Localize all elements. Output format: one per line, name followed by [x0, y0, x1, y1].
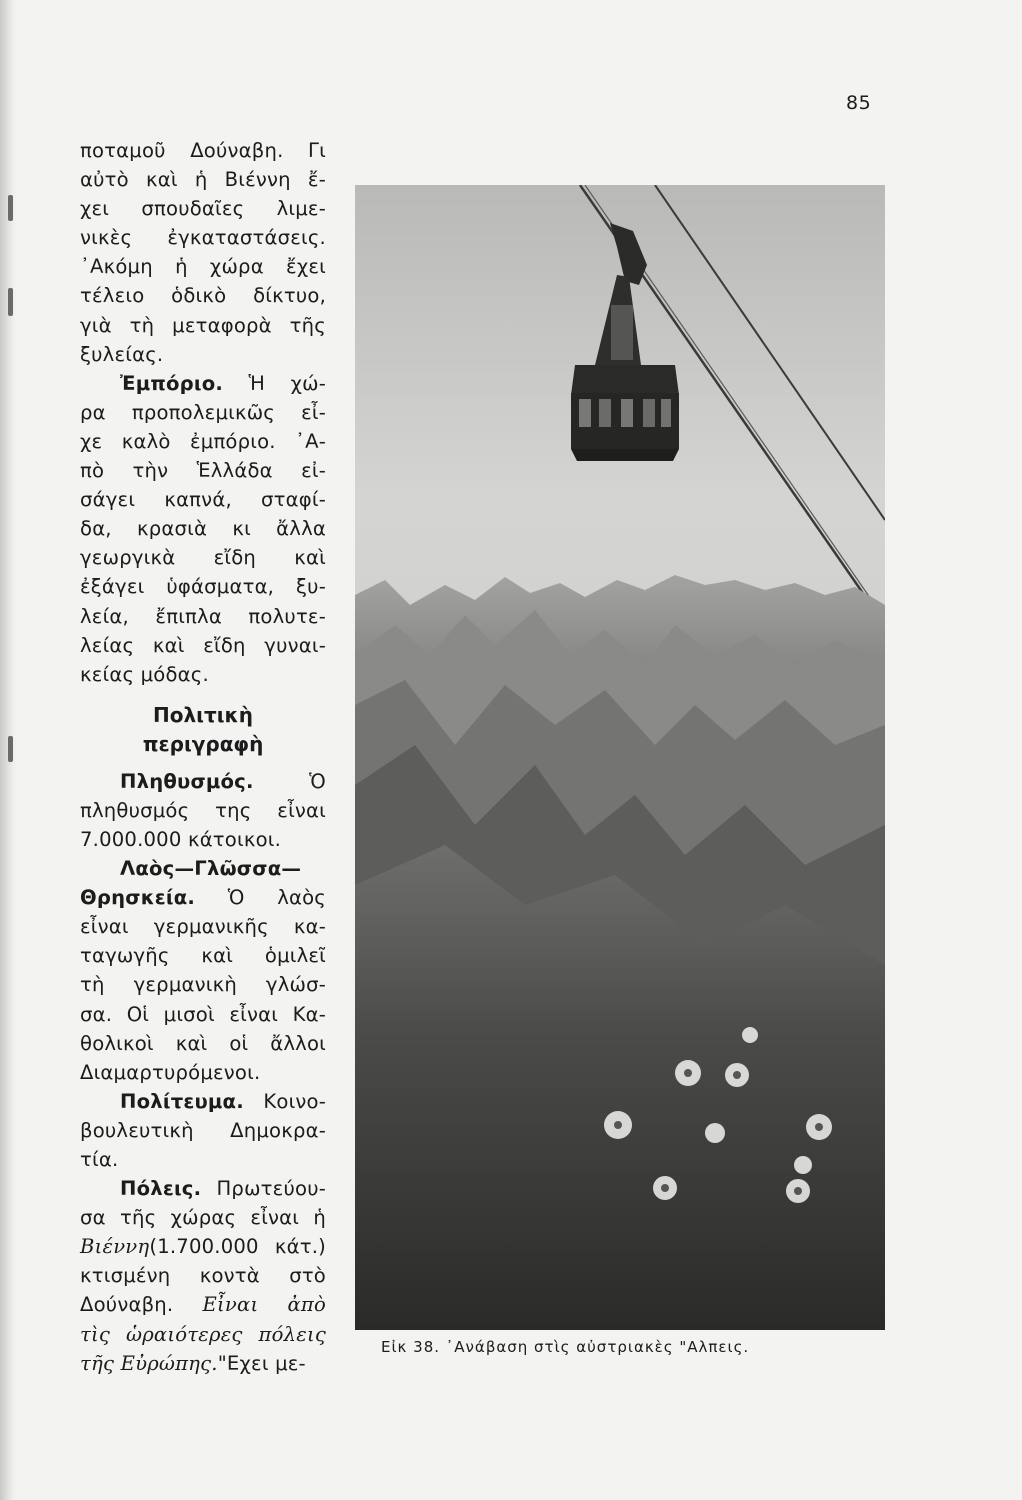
- laos-heading-cont: Θρησκεία.: [80, 886, 196, 910]
- text-line: χει σπουδαῖες λιμε-: [80, 197, 326, 221]
- binding-mark: [8, 195, 13, 221]
- text-line: νικὲς ἐγκαταστάσεις.: [80, 226, 326, 250]
- text-line: εἶναι γερμανικῆς κα-: [80, 915, 326, 939]
- figure-photo: [355, 185, 885, 1330]
- text-line: τία.: [80, 1148, 119, 1171]
- text-line: ποταμοῦ Δούναβη. Γι: [80, 139, 326, 162]
- text-line: τὶς ὡραιότερες πόλεις: [80, 1322, 326, 1346]
- text-line: 7.000.000 κάτοικοι.: [80, 827, 282, 851]
- laos-heading: Λαὸς—Γλῶσσα—: [120, 857, 302, 881]
- text-line: ταγωγῆς καὶ ὁμιλεῖ: [80, 944, 326, 968]
- valley-slope: [355, 845, 885, 1330]
- text-line: γιὰ τὴ μεταφορὰ τῆς: [80, 313, 326, 337]
- text-fragment: Ὁ λαὸς: [227, 886, 326, 910]
- text-fragment: Κοινο-: [263, 1089, 326, 1113]
- text-fragment: (1.700.000 κάτ.): [149, 1235, 326, 1259]
- italic-fragment: τῆς Εὐρώπης.: [80, 1351, 218, 1375]
- plythysmos-first-line: [80, 767, 326, 796]
- plythysmos-heading: Πληθυσμός.: [120, 769, 254, 793]
- text-fragment: Ὁ: [309, 769, 326, 793]
- text-fragment: Ἡ χώ-: [248, 371, 326, 395]
- text-line: σάγει καπνά, σταφί-: [80, 488, 326, 512]
- poleis-first-line: [80, 1174, 326, 1203]
- text-line: δα, κρασιὰ κι ἄλλα: [80, 517, 326, 541]
- text-line: [80, 1232, 326, 1261]
- text-line: γεωργικὰ εἴδη καὶ: [80, 546, 326, 570]
- text-fragment: Πρωτεύου-: [216, 1177, 326, 1201]
- text-line: κείας μόδας.: [80, 662, 209, 686]
- text-line: θολικοὶ καὶ οἱ ἄλλοι: [80, 1031, 326, 1055]
- photo-illustration: [355, 185, 885, 1330]
- text-line: σα τῆς χώρας εἶναι ἡ: [80, 1206, 326, 1230]
- text-line: πὸ τὴν Ἑλλάδα εἰ-: [80, 459, 326, 483]
- vienna-italic: Βιέννη: [80, 1235, 150, 1259]
- text-line: πληθυσμός της εἶναι: [80, 798, 326, 822]
- page-number: 85: [846, 92, 872, 114]
- binding-mark: [8, 736, 13, 762]
- text-line: ξυλείας.: [80, 342, 164, 366]
- text-line: λείας καὶ εἴδη γυναι-: [80, 633, 326, 657]
- text-line: Διαμαρτυρόμενοι.: [80, 1060, 261, 1084]
- emporio-first-line: [80, 369, 326, 398]
- binding-mark: [8, 288, 13, 316]
- poleis-heading: Πόλεις.: [120, 1177, 202, 1201]
- text-line: ρα προπολεμικῶς εἶ-: [80, 400, 326, 424]
- text-line: [80, 1349, 326, 1378]
- text-line: χε καλὸ ἐμπόριο. ᾿Α-: [80, 429, 326, 453]
- text-fragment: "Εχει με-: [217, 1351, 306, 1375]
- text-line: κτισμένη κοντὰ στὸ: [80, 1264, 326, 1288]
- text-fragment: Δούναβη.: [80, 1293, 174, 1317]
- text-line: [80, 1290, 326, 1319]
- section-heading: περιγραφὴ: [142, 731, 264, 756]
- emporio-heading: Ἐμπόριο.: [120, 371, 224, 395]
- body-text-column: [80, 136, 326, 1378]
- text-line: ἐξάγει ὑφάσματα, ξυ-: [80, 575, 326, 599]
- text-line: βουλευτικὴ Δημοκρα-: [80, 1118, 326, 1142]
- text-line: τὴ γερμανικὴ γλώσ-: [80, 973, 326, 997]
- italic-fragment: Εἶναι ἀπὸ: [202, 1293, 326, 1317]
- text-line: τέλειο ὁδικὸ δίκτυο,: [80, 284, 326, 308]
- politevma-heading: Πολίτευμα.: [120, 1089, 244, 1113]
- text-line: αὐτὸ καὶ ἡ Βιέννη ἔ-: [80, 168, 326, 192]
- section-heading: Πολιτικὴ: [153, 702, 253, 727]
- figure-caption: Εἰκ 38. ᾿Ανάβαση στὶς αὐστριακὲς "Αλπεις.: [381, 1338, 750, 1356]
- text-line: λεία, ἔπιπλα πολυτε-: [80, 604, 326, 628]
- text-line: σα. Οἱ μισοὶ εἶναι Κα-: [80, 1002, 326, 1026]
- laos-first-line: [80, 883, 326, 912]
- politevma-first-line: [80, 1087, 326, 1116]
- text-line: ᾿Ακόμη ἡ χώρα ἔχει: [80, 255, 326, 279]
